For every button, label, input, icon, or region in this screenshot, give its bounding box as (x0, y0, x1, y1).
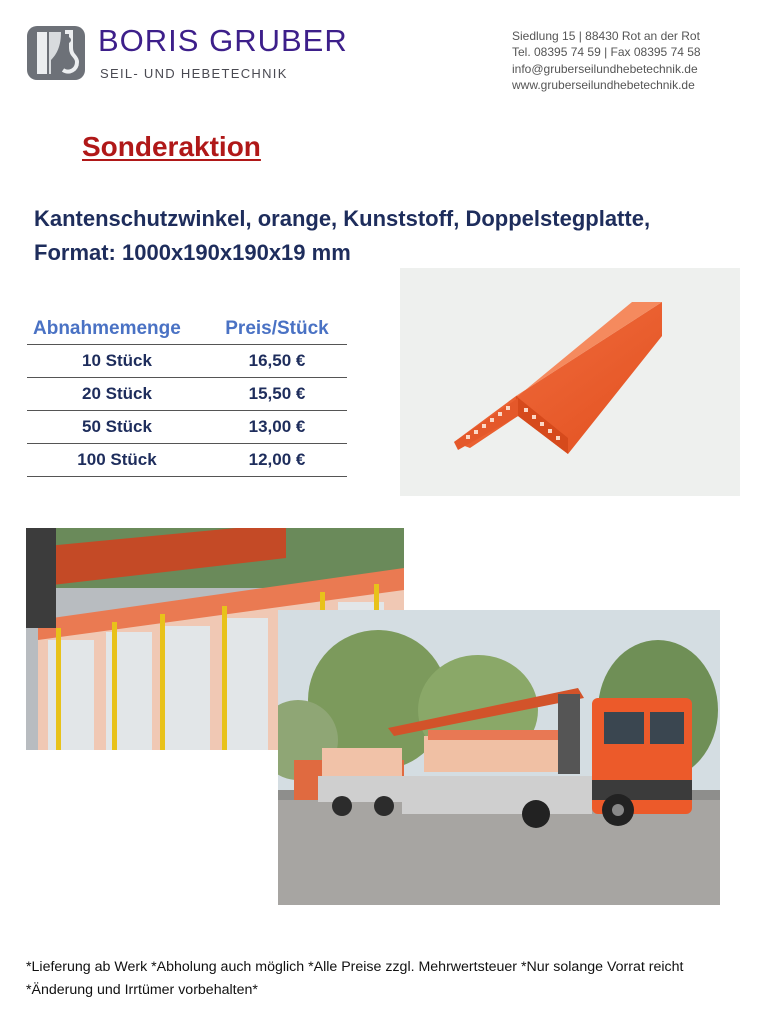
price-cell: 13,00 € (207, 411, 347, 444)
header-price: Preis/Stück (207, 316, 347, 345)
company-tagline: SEIL- UND HEBETECHNIK (100, 66, 288, 81)
header-quantity: Abnahmemenge (27, 316, 207, 345)
contact-website[interactable]: www.gruberseilundhebetechnik.de (512, 77, 695, 92)
price-table-header (27, 316, 347, 345)
quantity-cell: 100 Stück (27, 444, 207, 477)
price-cell: 15,50 € (207, 378, 347, 411)
price-cell: 16,50 € (207, 345, 347, 378)
table-row (27, 378, 347, 411)
footnote-line-2: *Änderung und Irrtümer vorbehalten* (26, 982, 258, 998)
footnotes (26, 956, 683, 1002)
table-row (27, 444, 347, 477)
quantity-cell: 20 Stück (27, 378, 207, 411)
quantity-cell: 10 Stück (27, 345, 207, 378)
truck-photo (278, 610, 720, 905)
product-description (34, 202, 754, 270)
price-table (27, 316, 347, 477)
price-cell: 12,00 € (207, 444, 347, 477)
quantity-cell: 50 Stück (27, 411, 207, 444)
contact-phone: Tel. 08395 74 59 | Fax 08395 74 58 (512, 45, 701, 60)
contact-email[interactable]: info@gruberseilundhebetechnik.de (512, 61, 698, 76)
table-row (27, 345, 347, 378)
product-photo (400, 268, 740, 496)
contact-address: Siedlung 15 | 88430 Rot an der Rot (512, 29, 700, 43)
footnote-line-1: *Lieferung ab Werk *Abholung auch möglich *Alle Preise zzgl. Mehrwertsteuer *Nur solange Vorrat reicht (26, 959, 684, 975)
product-line-2: Format: 1000x190x190x19 mm (34, 240, 351, 265)
contact-block (512, 28, 701, 93)
promo-title: Sonderaktion (82, 131, 261, 162)
company-name: BORIS GRUBER (98, 23, 348, 58)
table-row (27, 411, 347, 444)
product-line-1: Kantenschutzwinkel, orange, Kunststoff, Doppelstegplatte, (34, 206, 651, 231)
company-logo-icon (27, 26, 85, 80)
